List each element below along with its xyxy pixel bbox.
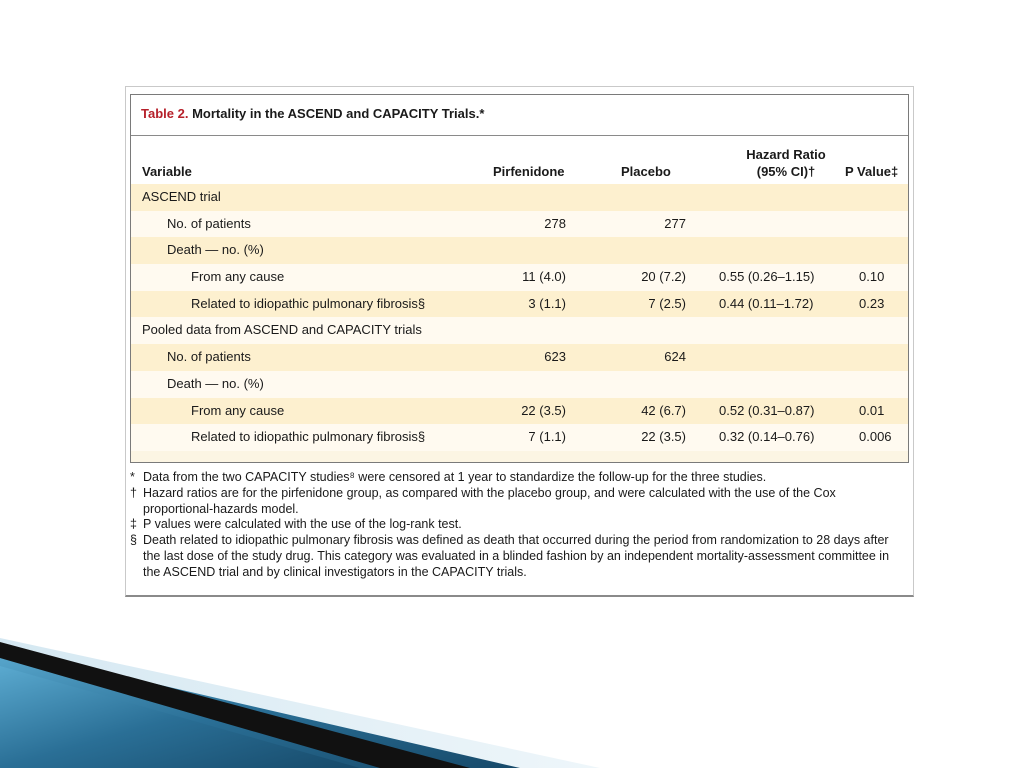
cell-hazard-ratio: 0.32 (0.14–0.76) (719, 429, 815, 445)
cell-placebo: 20 (7.2) (641, 269, 686, 285)
table-header-row (131, 136, 908, 184)
table-row (131, 237, 908, 264)
row-label: No. of patients (167, 349, 251, 365)
table-body (131, 184, 908, 451)
footnote-text: Hazard ratios are for the pirfenidone group, as compared with the placebo group, and were calculated with the use of the Cox proportional-hazards model. (143, 485, 836, 516)
table-row (131, 317, 908, 344)
table-number: Table 2. (141, 106, 189, 121)
header-hazard-ratio-line2: (95% CI)† (756, 164, 816, 179)
table-row (131, 344, 908, 371)
header-p-value: P Value‡ (845, 164, 899, 179)
cell-pirfenidone: 278 (544, 215, 566, 231)
cell-placebo: 277 (664, 215, 686, 231)
footnote (130, 517, 909, 533)
cell-p-value: 0.01 (859, 402, 885, 418)
cell-pirfenidone: 22 (3.5) (521, 402, 566, 418)
cell-placebo: 42 (6.7) (641, 402, 686, 418)
row-label: Related to idiopathic pulmonary fibrosis§ (191, 295, 426, 311)
footnote-symbol: * (130, 470, 135, 484)
row-label: Pooled data from ASCEND and CAPACITY trials (142, 322, 422, 338)
footnote-symbol: † (130, 485, 137, 500)
cell-pirfenidone: 623 (544, 349, 566, 365)
cell-p-value: 0.006 (859, 429, 892, 445)
row-label: Death — no. (%) (167, 242, 264, 258)
mortality-table (130, 94, 909, 463)
footnote (130, 486, 909, 518)
header-hazard-ratio-line1: Hazard Ratio (746, 147, 826, 162)
footnote-text: P values were calculated with the use of the log-rank test. (143, 517, 462, 532)
footnote-symbol: § (130, 533, 137, 548)
footnote (130, 470, 909, 486)
footnote-text: Death related to idiopathic pulmonary fibrosis was defined as death that occurred during the period from randomization to 28 days after the last dose of the study drug. This category was evaluated in a blinded fashion by an independent mortality-assessment committee in the ASCEND trial and by clinical investigators in the CAPACITY trials. (143, 533, 890, 579)
table-title (131, 95, 908, 136)
slide-corner-decoration (0, 636, 1024, 768)
row-label: No. of patients (167, 215, 251, 231)
table-row (131, 264, 908, 291)
row-label: ASCEND trial (142, 189, 221, 204)
cell-pirfenidone: 7 (1.1) (528, 429, 566, 445)
cell-placebo: 7 (2.5) (648, 295, 686, 311)
table-row (131, 291, 908, 318)
figure-image (125, 86, 914, 597)
cell-hazard-ratio: 0.55 (0.26–1.15) (719, 269, 815, 285)
cell-pirfenidone: 3 (1.1) (528, 295, 566, 311)
row-label: From any cause (191, 402, 285, 418)
header-hazard-ratio (711, 146, 861, 180)
row-label: Death — no. (%) (167, 375, 264, 391)
table-caption: Mortality in the ASCEND and CAPACITY Trials.* (192, 106, 485, 121)
table-footnotes (130, 470, 909, 581)
table-row (131, 184, 908, 211)
cell-hazard-ratio: 0.44 (0.11–1.72) (719, 295, 814, 311)
row-label: From any cause (191, 269, 285, 285)
cell-p-value: 0.10 (859, 269, 885, 285)
table-row (131, 398, 908, 425)
cell-placebo: 624 (664, 349, 686, 365)
cell-p-value: 0.23 (859, 295, 885, 311)
footnote-symbol: ‡ (130, 517, 137, 532)
cell-pirfenidone: 11 (4.0) (522, 269, 566, 285)
table-row (131, 371, 908, 398)
footnote (130, 533, 909, 580)
header-variable: Variable (142, 164, 192, 179)
cell-placebo: 22 (3.5) (641, 429, 686, 445)
header-pirfenidone: Pirfenidone (493, 164, 565, 179)
table-row (131, 211, 908, 238)
table-row (131, 424, 908, 451)
header-placebo: Placebo (621, 164, 671, 179)
footnote-text: Data from the two CAPACITY studies⁸ were censored at 1 year to standardize the follow-up for the three studies. (143, 470, 767, 484)
row-label: Related to idiopathic pulmonary fibrosis§ (191, 429, 426, 445)
cell-hazard-ratio: 0.52 (0.31–0.87) (719, 402, 815, 418)
